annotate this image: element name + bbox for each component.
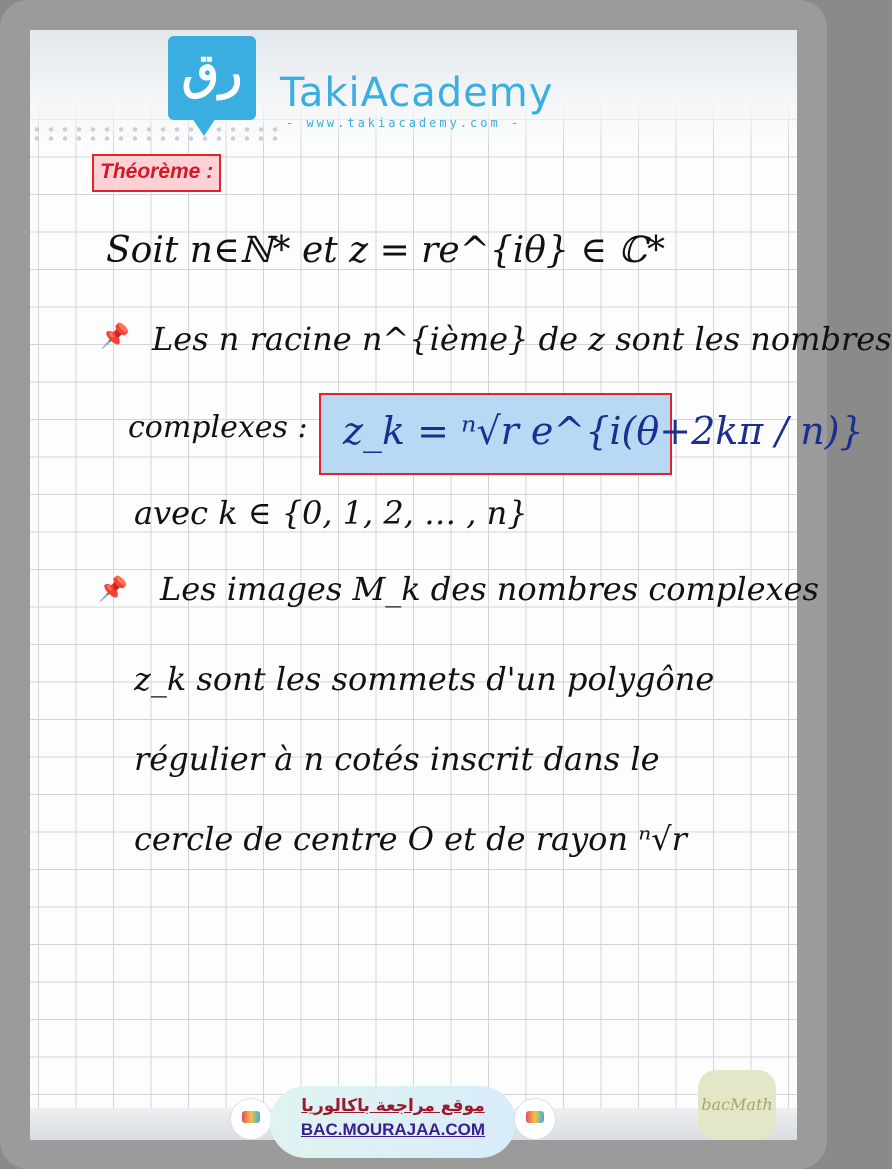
theorem-line-6: z_k sont les sommets d'un polygône xyxy=(134,660,715,698)
brand-name: TakiAcademy xyxy=(280,70,554,116)
site-url-link[interactable]: BAC.MOURAJAA.COM xyxy=(300,1120,486,1139)
site-logo-icon xyxy=(514,1098,556,1140)
site-name-arabic[interactable]: موقع مراجعة باكالوريا xyxy=(301,1096,485,1116)
root-formula: z_k = ⁿ√r e^{i(θ+2kπ / n)} xyxy=(343,409,864,453)
theorem-line-4: avec k ∈ {0, 1, 2, … , n} xyxy=(134,494,528,532)
theorem-line-8: cercle de centre O et de rayon ⁿ√r xyxy=(134,820,687,858)
bacmath-watermark: bacMath xyxy=(698,1070,776,1140)
site-logo-icon xyxy=(230,1098,272,1140)
theorem-line-2: Les n racine n^{ième} de z sont les nombres xyxy=(152,320,892,358)
header xyxy=(30,30,797,148)
pin-icon: 📌 xyxy=(98,575,128,603)
brand-url: - www.takiacademy.com - xyxy=(286,116,522,130)
brand-logo xyxy=(168,36,256,120)
theorem-label: Théorème : xyxy=(92,154,221,192)
pin-icon: 📌 xyxy=(100,322,130,350)
theorem-line-7: régulier à n cotés inscrit dans le xyxy=(134,740,660,778)
theorem-line-3: complexes : xyxy=(128,410,308,445)
brand-logo-glyph: رق xyxy=(181,44,243,100)
theorem-line-5: Les images M_k des nombres complexes xyxy=(160,570,819,608)
document-page xyxy=(30,30,892,1140)
formula-box xyxy=(319,393,864,475)
header-dots-decoration xyxy=(30,125,280,143)
site-link[interactable] xyxy=(270,1086,516,1158)
theorem-line-1: Soit n∈ℕ* et z = re^{iθ} ∈ ℂ* xyxy=(106,230,666,271)
